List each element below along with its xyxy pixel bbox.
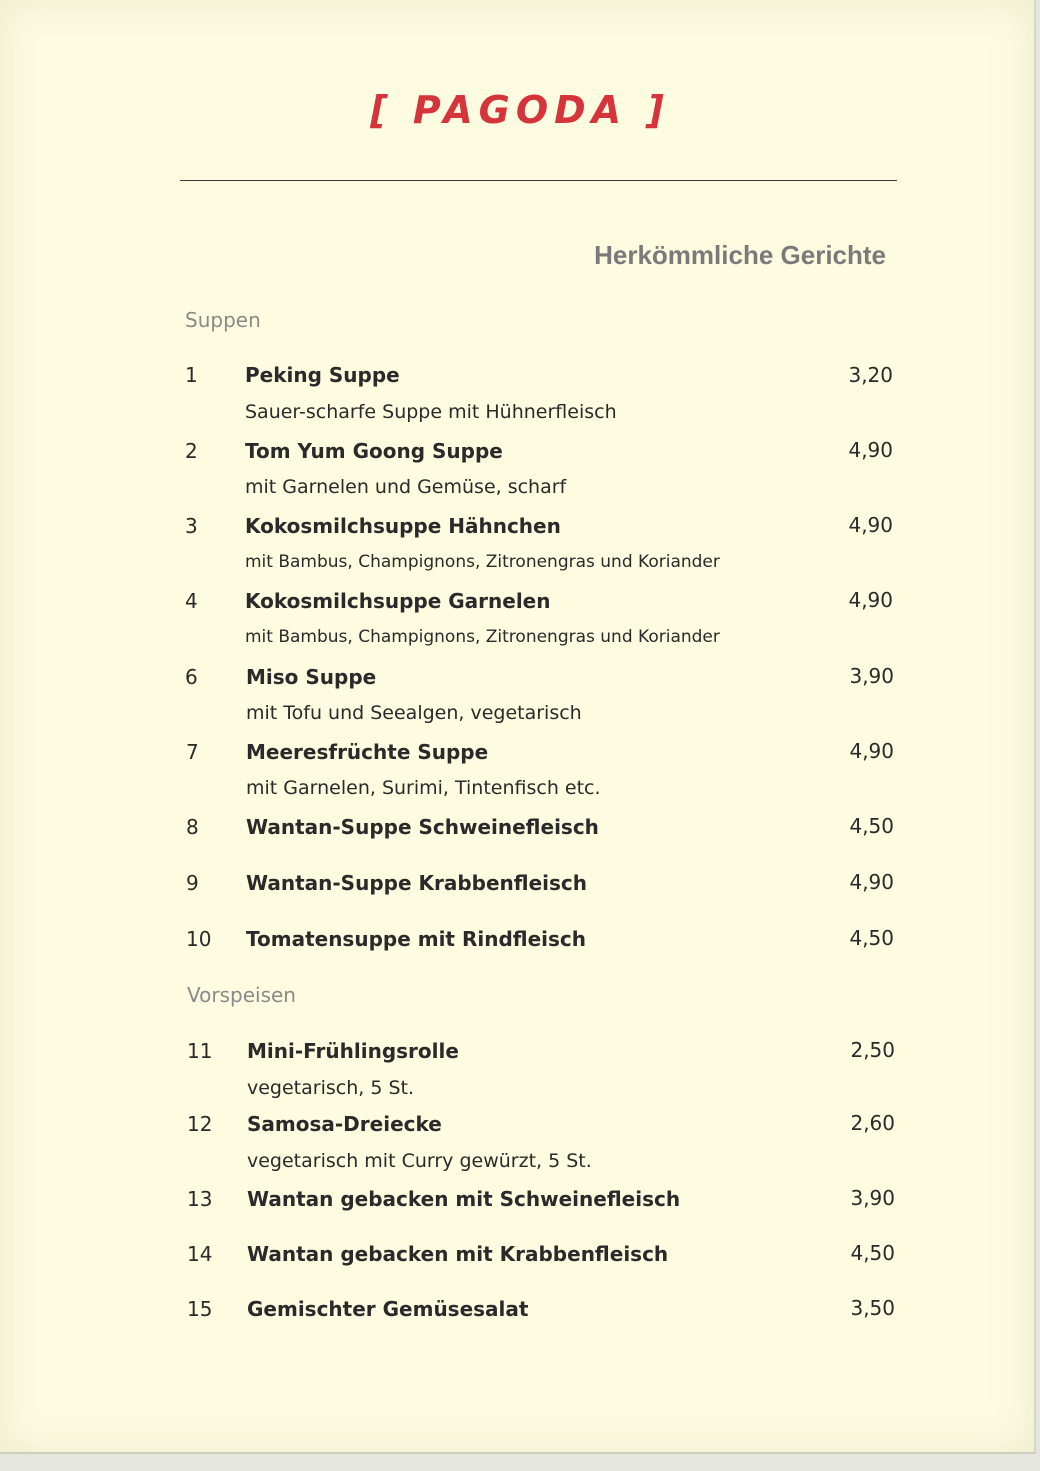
item-name: Peking Suppe — [245, 363, 400, 387]
item-price: 4,50 — [850, 1241, 895, 1265]
header-divider — [180, 180, 897, 181]
item-number: 1 — [185, 363, 198, 387]
item-number: 6 — [185, 665, 198, 689]
item-price: 3,50 — [850, 1296, 895, 1320]
page-heading: Herkömmliche Gerichte — [594, 240, 886, 270]
item-description: mit Garnelen, Surimi, Tintenfisch etc. — [246, 777, 601, 799]
section-title-vorspeisen: Vorspeisen — [187, 983, 296, 1007]
item-description: mit Tofu und Seealgen, vegetarisch — [246, 702, 582, 724]
item-name: Kokosmilchsuppe Hähnchen — [245, 514, 561, 538]
section-title-suppen: Suppen — [185, 308, 261, 332]
item-description: Sauer-scharfe Suppe mit Hühnerfleisch — [245, 401, 617, 423]
item-name: Wantan gebacken mit Krabbenfleisch — [247, 1242, 669, 1266]
item-number: 4 — [185, 589, 198, 613]
item-name: Samosa-Dreiecke — [247, 1112, 442, 1136]
item-number: 7 — [186, 740, 199, 764]
item-number: 11 — [187, 1039, 213, 1063]
item-name: Meeresfrüchte Suppe — [246, 740, 489, 764]
item-name: Wantan-Suppe Krabbenfleisch — [246, 871, 588, 895]
item-description: vegetarisch mit Curry gewürzt, 5 St. — [247, 1150, 592, 1172]
item-number: 10 — [186, 927, 212, 951]
pagoda-logo: [ PAGODA ] — [370, 88, 670, 132]
item-number: 15 — [187, 1297, 213, 1321]
item-price: 3,90 — [849, 664, 894, 688]
item-price: 2,50 — [850, 1038, 895, 1062]
item-price: 4,50 — [849, 814, 894, 838]
item-price: 4,90 — [848, 588, 893, 612]
item-name: Gemischter Gemüsesalat — [247, 1297, 529, 1321]
item-description: mit Bambus, Champignons, Zitronengras und Koriander — [245, 627, 720, 647]
item-price: 4,90 — [849, 739, 894, 763]
item-name: Tom Yum Goong Suppe — [245, 439, 503, 463]
item-name: Wantan gebacken mit Schweinefleisch — [247, 1187, 681, 1211]
item-name: Miso Suppe — [246, 665, 377, 689]
item-number: 9 — [186, 871, 199, 895]
item-price: 3,90 — [850, 1186, 895, 1210]
item-name: Mini-Frühlingsrolle — [247, 1039, 459, 1063]
item-name: Tomatensuppe mit Rindfleisch — [246, 927, 586, 951]
item-price: 2,60 — [850, 1111, 895, 1135]
item-number: 2 — [185, 439, 198, 463]
item-number: 3 — [185, 514, 198, 538]
item-price: 4,50 — [849, 926, 894, 950]
item-name: Wantan-Suppe Schweinefleisch — [246, 815, 599, 839]
item-description: mit Bambus, Champignons, Zitronengras und Koriander — [245, 552, 720, 572]
item-number: 14 — [187, 1242, 213, 1266]
item-number: 13 — [187, 1187, 213, 1211]
item-name: Kokosmilchsuppe Garnelen — [245, 589, 551, 613]
item-description: mit Garnelen und Gemüse, scharf — [245, 476, 567, 498]
item-price: 4,90 — [849, 870, 894, 894]
item-price: 4,90 — [848, 513, 893, 537]
item-number: 12 — [187, 1112, 213, 1136]
item-price: 3,20 — [848, 363, 893, 387]
item-description: vegetarisch, 5 St. — [247, 1077, 415, 1099]
item-price: 4,90 — [848, 438, 893, 462]
item-number: 8 — [186, 815, 199, 839]
